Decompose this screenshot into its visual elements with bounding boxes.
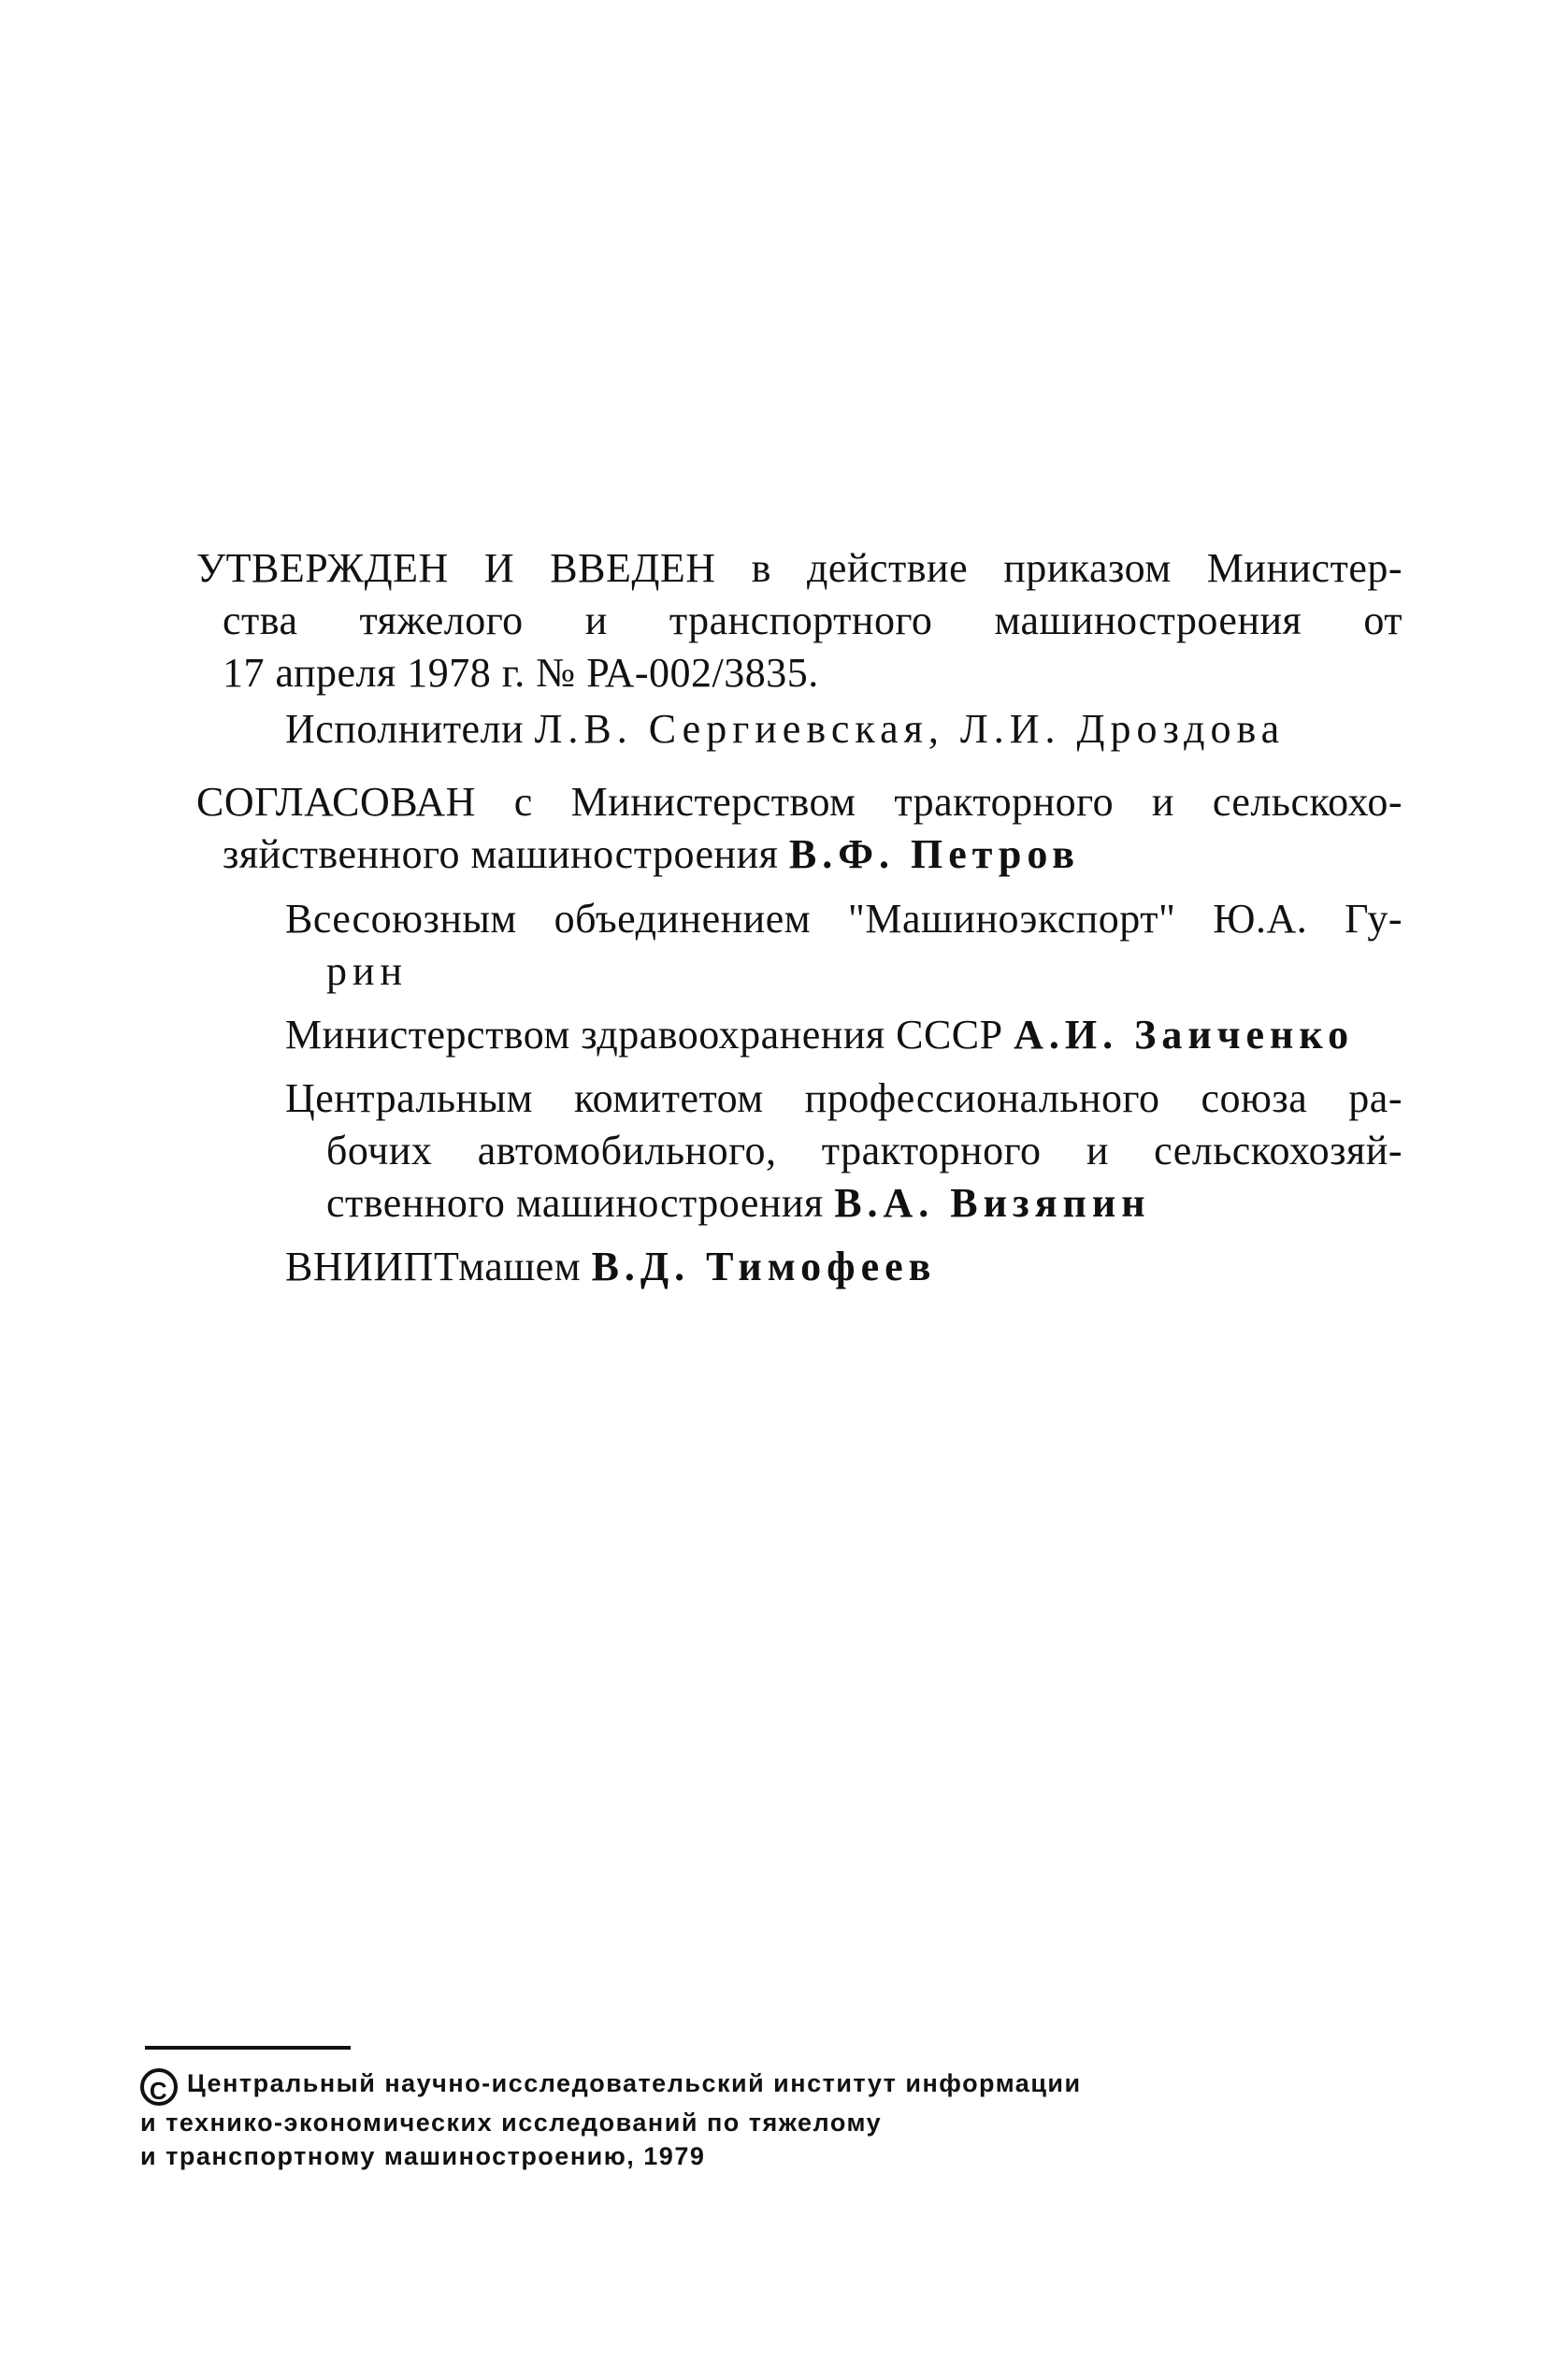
org-text: Министерством здравоохранения СССР	[285, 1012, 1003, 1058]
agreement-line-2-text: зяйственного машиностроения	[223, 831, 779, 877]
org-signatory: В.Д. Тимофеев	[591, 1244, 937, 1289]
org-line	[285, 1241, 1403, 1293]
footnote-line-3: и транспортному машиностроению, 1979	[140, 2142, 706, 2170]
approval-line-2: ства тяжелого и транспортного машиностроения от	[223, 597, 1403, 643]
org-line: Всесоюзным объединением "Машиноэкспорт" Ю.А. Гу-	[285, 896, 1403, 942]
agreement-line-2	[196, 828, 1403, 881]
agreeing-organizations	[285, 893, 1403, 1304]
agreement-line-1: СОГЛАСОВАН с Министерством тракторного и сельскохо-	[196, 779, 1403, 825]
org-signatory: А.И. Заиченко	[1014, 1012, 1355, 1058]
agreement-signatory: В.Ф. Петров	[788, 831, 1081, 877]
executors-names: Л.В. Сергиевская, Л.И. Дроздова	[534, 706, 1286, 752]
org-line	[285, 1009, 1403, 1061]
org-line: рин	[326, 948, 409, 994]
org-entry-minzdrav	[285, 1009, 1403, 1061]
org-signatory: В.А. Визяпин	[834, 1180, 1151, 1226]
agreement-notice	[196, 776, 1403, 881]
org-text: ВНИИПТмашем	[285, 1244, 582, 1289]
copyright-footnote	[140, 2066, 1206, 2173]
org-line: Центральным комитетом профессионального союза ра-	[285, 1075, 1403, 1121]
footnote-line-2: и технико-экономических исследований по тяжелому	[140, 2109, 883, 2137]
approval-line-3: 17 апреля 1978 г. № РА-002/3835.	[223, 650, 819, 696]
footnote-line-1	[140, 2066, 1206, 2106]
org-entry-mashinoeksport	[285, 893, 1403, 998]
executors-line	[285, 703, 1403, 756]
executors-label: Исполнители	[285, 706, 525, 752]
approval-line-1: УТВЕРЖДЕН И ВВЕДЕН в действие приказом Министер-	[196, 545, 1403, 591]
org-text: ственного машиностроения	[326, 1180, 824, 1226]
copyright-icon: C	[140, 2068, 178, 2106]
footnote-divider	[145, 2046, 351, 2050]
org-line: бочих автомобильного, тракторного и сельскохозяй-	[326, 1128, 1403, 1173]
org-line	[285, 1177, 1403, 1230]
approval-notice	[196, 542, 1403, 699]
org-entry-vniiptmash	[285, 1241, 1403, 1293]
footnote-text-1: Центральный научно-исследовательский институт информации	[187, 2069, 1082, 2097]
org-entry-central-committee	[285, 1072, 1403, 1230]
